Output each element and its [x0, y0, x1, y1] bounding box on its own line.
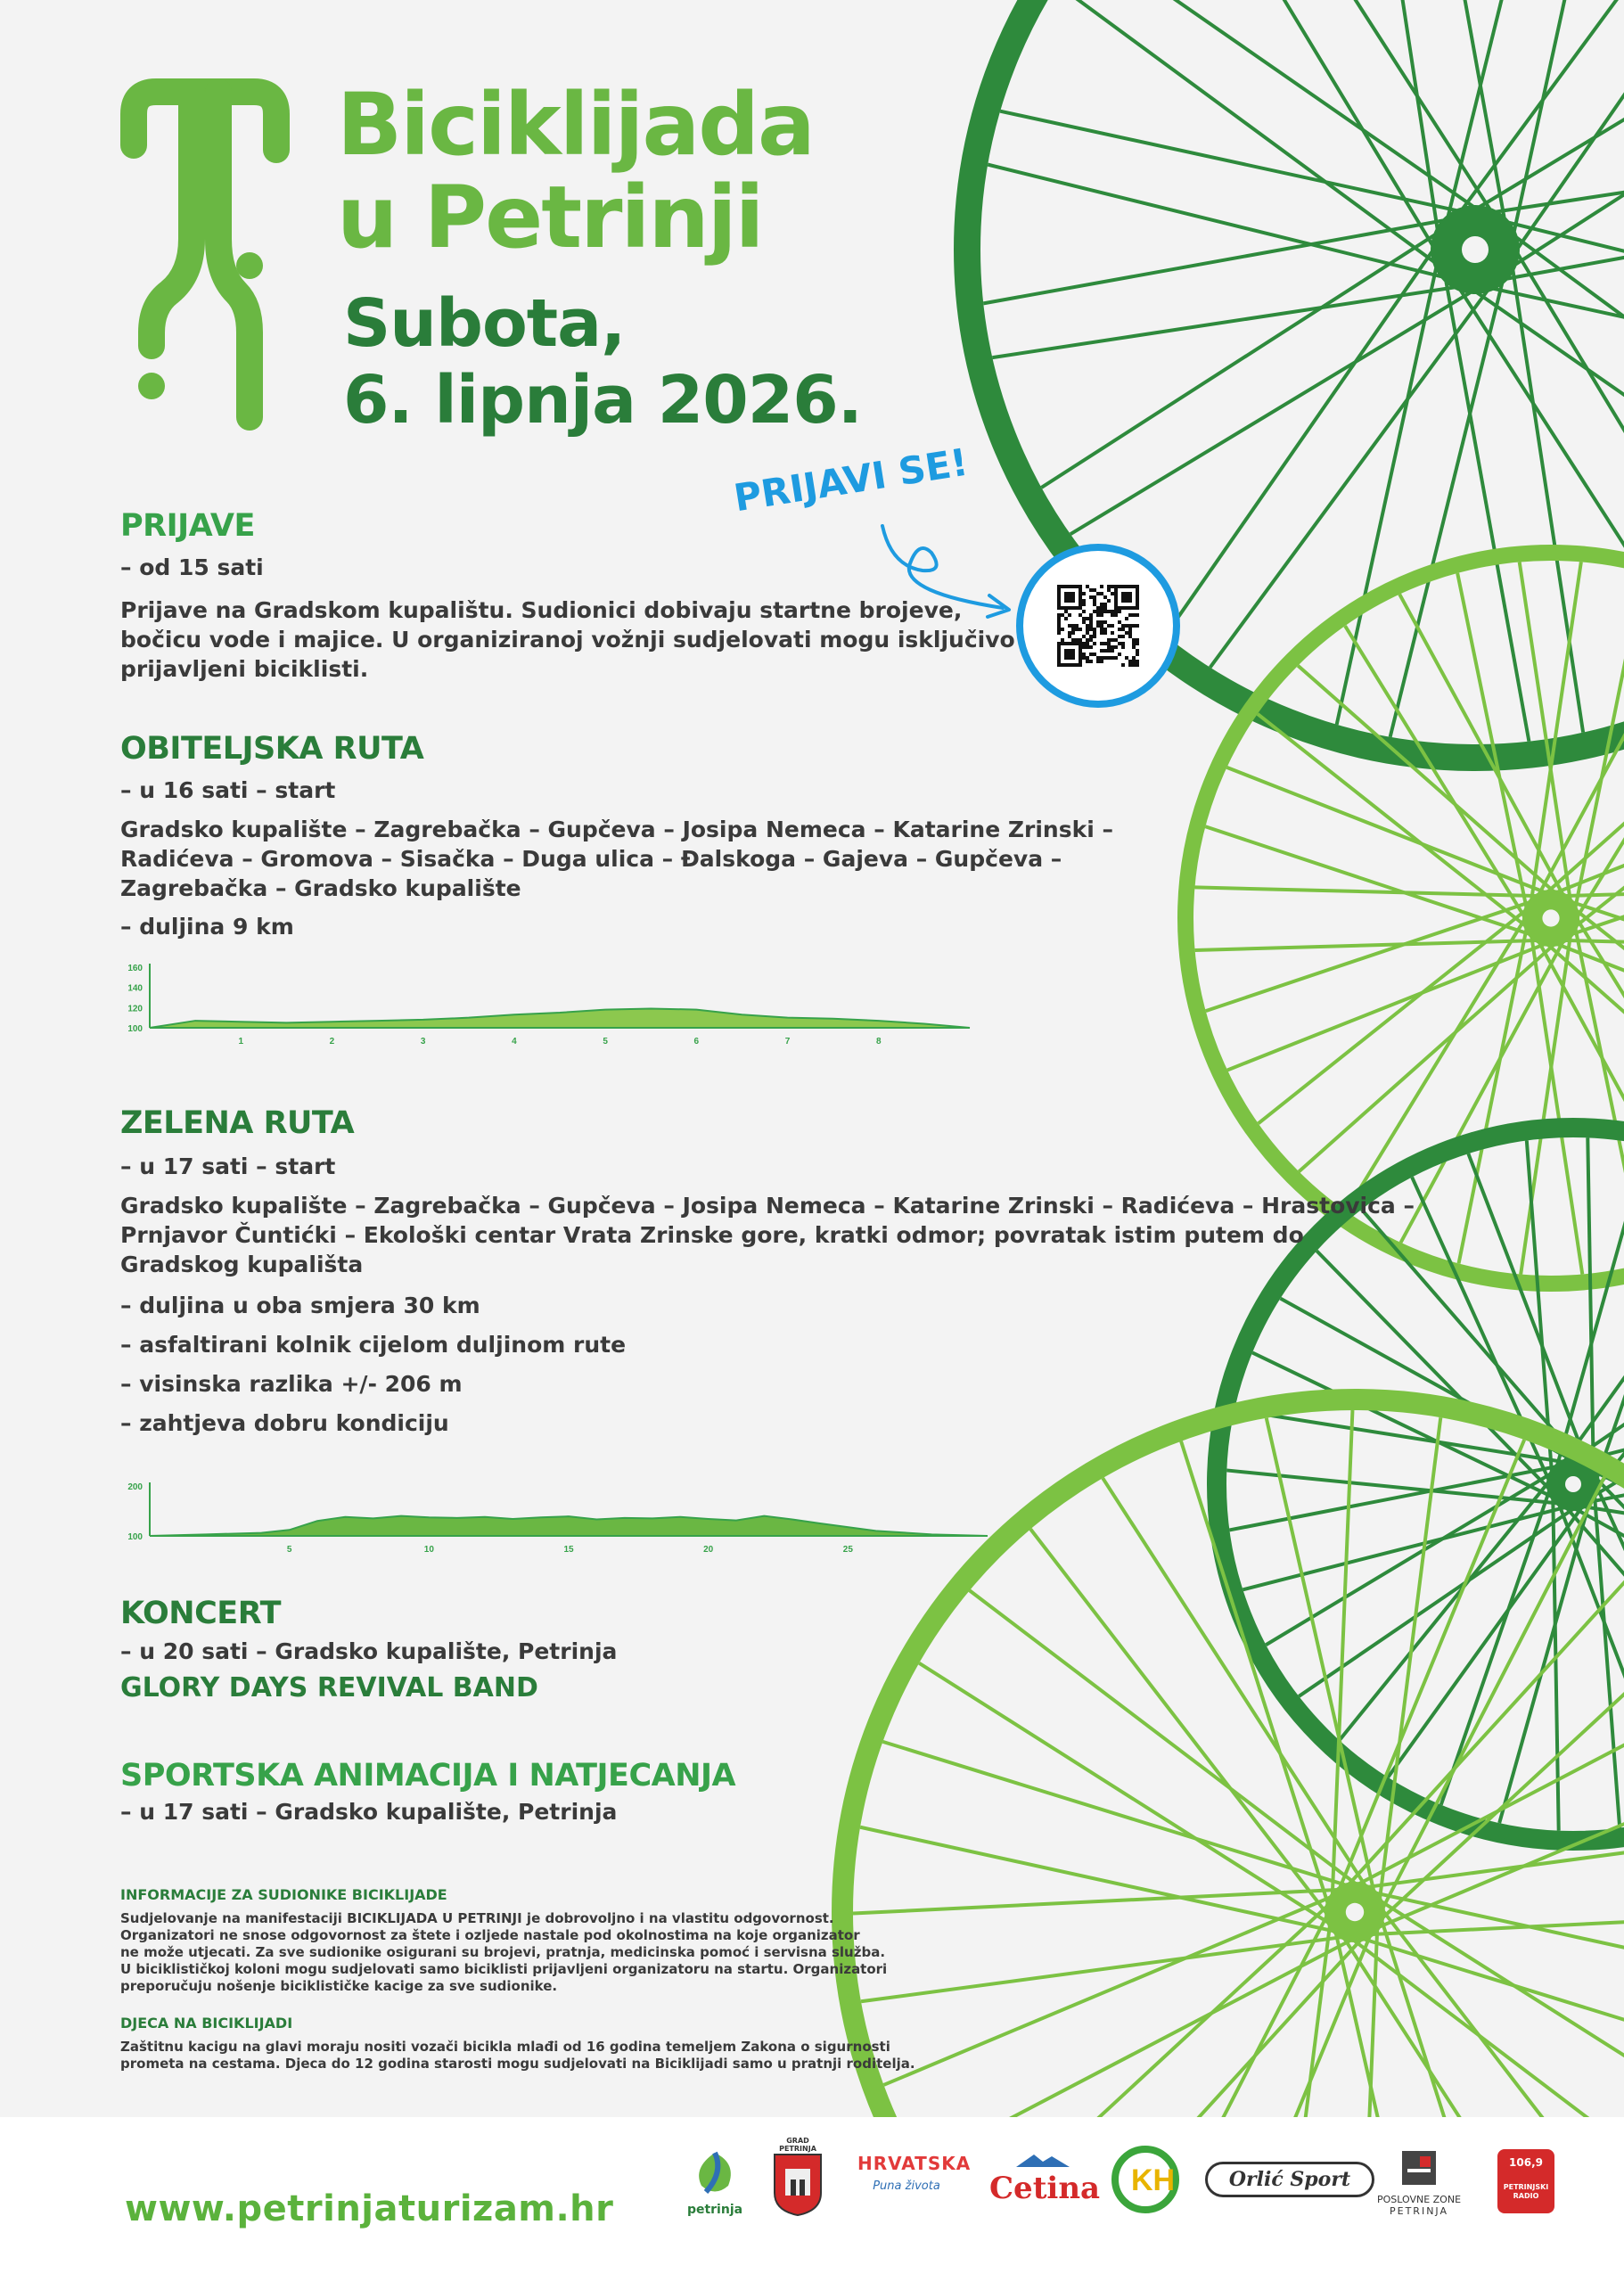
zelena-detail: – duljina u oba smjera 30 km — [120, 1293, 480, 1318]
y-tick-label: 140 — [127, 983, 143, 994]
koncert-band: GLORY DAYS REVIVAL BAND — [120, 1672, 538, 1703]
partner-logo-petrinja[interactable] — [679, 2146, 750, 2217]
x-tick-label: 2 — [329, 1037, 335, 1047]
y-tick-label: 100 — [127, 1024, 143, 1034]
wheel-spoke — [1205, 826, 1538, 937]
wheel-spoke — [853, 1889, 1347, 1913]
wheel-spoke — [983, 218, 1459, 303]
x-tick-label: 4 — [512, 1037, 517, 1047]
x-tick-label: 1 — [238, 1037, 244, 1047]
section-koncert — [120, 1596, 617, 1703]
radio-frequency: 106,9 — [1509, 2156, 1543, 2169]
zelena-detail: – zahtjeva dobru kondiciju — [120, 1410, 449, 1436]
wheel-spoke — [1345, 626, 1529, 924]
hrvatska-tagline: Puna života — [873, 2179, 940, 2193]
event-title — [337, 75, 814, 267]
wheel-spoke — [1194, 887, 1545, 896]
partner-logo-grad-petrinja[interactable] — [767, 2137, 829, 2220]
wheel-spoke — [1000, 111, 1472, 214]
info-line: preporučuju nošenje biciklističke kacige za sve sudionike. — [120, 1978, 558, 1994]
date-line-2: 6. lipnja 2026. — [343, 362, 862, 439]
koncert-time: – u 20 sati – Gradsko kupalište, Petrinja — [120, 1638, 618, 1664]
wheel-spoke — [919, 1663, 1336, 1928]
prijave-text-line: bočicu vode i majice. U organiziranoj vožnji sudjelovati mogu isključivo — [120, 627, 1015, 653]
obiteljska-route-line: Zagrebačka – Gradsko kupalište — [120, 875, 521, 901]
grad-petrinja-label: GRAD PETRINJA — [779, 2137, 816, 2153]
wheel-hub-center — [1542, 909, 1559, 926]
wheel-hub-center — [1462, 236, 1489, 263]
kh-logo-icon — [1110, 2144, 1190, 2215]
coat-of-arms-icon — [773, 2153, 823, 2217]
info-line: Sudjelovanje na manifestaciji BICIKLIJADA U PETRINJI je dobrovoljno i na vlastitu odgovornost. — [120, 1910, 834, 1926]
wheel-spoke — [1574, 920, 1624, 1263]
zelena-detail: – asfaltirani kolnik cijelom duljinom rute — [120, 1332, 627, 1358]
section-prijave — [120, 508, 1015, 684]
obiteljska-elevation-profile — [114, 958, 979, 1047]
zelena-detail: – visinska razlika +/- 206 m — [120, 1371, 463, 1397]
wheel-spoke — [1521, 928, 1571, 1275]
qr-code-registration[interactable] — [1016, 544, 1180, 708]
poslovne-line-2: PETRINJA — [1390, 2205, 1448, 2217]
wheel-spoke — [992, 285, 1470, 357]
sport-time: – u 17 sati – Gradsko kupalište, Petrinja — [120, 1799, 618, 1825]
wheel-hub-center — [1565, 1476, 1581, 1492]
wheel-spoke — [1530, 928, 1582, 1275]
wheel-spoke — [1337, 252, 1439, 725]
obiteljska-route-line: Gradsko kupalište – Zagrebačka – Gupčeva – Josipa Nemeca – Katarine Zrinski – — [120, 817, 1113, 842]
wheel-spoke — [1452, 276, 1624, 683]
prijave-time: – od 15 sati — [120, 554, 264, 580]
wheel-spoke — [1390, 267, 1506, 737]
wheel-spoke — [1332, 1410, 1352, 1904]
section-info — [120, 1886, 915, 2073]
elevation-area — [150, 1008, 970, 1028]
info-line: Organizatori ne snose odgovornost za štete i ozljede nastale pod okolnostima na koje organizator — [120, 1927, 860, 1943]
event-date — [343, 285, 862, 439]
wheel-spoke — [1259, 905, 1532, 1123]
wheel-spoke — [1443, 266, 1529, 742]
wheel-spoke — [1499, 1496, 1591, 1823]
partner-logo-petrinjski-radio[interactable] — [1497, 2149, 1554, 2213]
bicycle-handlebar-logo-icon — [116, 78, 294, 444]
koncert-heading: KONCERT — [120, 1596, 281, 1631]
zelena-route-line: Gradskog kupališta — [120, 1252, 364, 1277]
djeca-line: Zaštitnu kacigu na glavi moraju nositi vozači bicikla mlađi od 16 godina temeljem Zakona o sigurnosti — [120, 2039, 890, 2055]
y-tick-label: 100 — [127, 1532, 143, 1542]
section-zelena-ruta — [120, 1105, 1415, 1443]
wheel-spoke — [1103, 1478, 1370, 1893]
x-tick-label: 20 — [703, 1545, 714, 1555]
prijave-text-line: prijavljeni biciklisti. — [120, 656, 369, 682]
y-tick-label: 160 — [127, 964, 143, 973]
prijave-text-line: Prijave na Gradskom kupalištu. Sudionici dobivaju startne brojeve, — [120, 597, 963, 623]
info-line: U biciklističkoj koloni mogu sudjelovati samo biciklisti prijavljeni organizatoru na startu. Organizatori — [120, 1961, 888, 1977]
section-sportska-animacija — [120, 1758, 735, 1827]
wheel-spoke — [1030, 1529, 1332, 1920]
wheel-spoke — [1195, 940, 1546, 950]
poslovne-zone-icon — [1400, 2149, 1438, 2187]
wheel-spoke — [1089, 0, 1487, 216]
poslovne-line-1: POSLOVNE ZONE — [1376, 2194, 1462, 2205]
hrvatska-label: HRVATSKA — [857, 2153, 972, 2174]
petrinja-label: petrinja — [686, 2203, 743, 2217]
qr-code-icon — [1057, 585, 1139, 667]
x-tick-label: 25 — [842, 1545, 853, 1555]
wheel-spoke — [1594, 1489, 1620, 1827]
y-tick-label: 120 — [127, 1004, 143, 1014]
obiteljska-heading: OBITELJSKA RUTA — [120, 731, 424, 767]
wheel-spoke — [1191, 0, 1441, 259]
title-line-2: u Petrinji — [337, 168, 763, 267]
title-line-1: Biciklijada — [337, 75, 814, 175]
partner-logo-poslovne-zone[interactable] — [1374, 2149, 1464, 2217]
x-tick-label: 6 — [693, 1037, 700, 1047]
register-call-to-action: PRIJAVI SE! — [731, 439, 972, 521]
partner-logo-hrvatska[interactable] — [857, 2153, 972, 2193]
sport-heading: SPORTSKA ANIMACIJA I NATJECANJA — [120, 1758, 736, 1794]
website-link[interactable]: www.petrinjaturizam.hr — [125, 2188, 614, 2229]
partner-logo-orlic-sport[interactable] — [1205, 2162, 1374, 2197]
cetina-label: Cetina — [989, 2171, 1101, 2206]
kh-label: KH — [1131, 2163, 1176, 2197]
footer — [0, 2117, 1624, 2282]
obiteljska-length: – duljina 9 km — [120, 914, 294, 940]
wheel-spoke — [1206, 899, 1538, 1011]
zelena-elevation-profile — [114, 1475, 997, 1556]
zelena-heading: ZELENA RUTA — [120, 1105, 355, 1141]
info-heading: INFORMACIJE ZA SUDIONIKE BICIKLIJADE — [120, 1886, 447, 1903]
x-tick-label: 15 — [563, 1545, 574, 1555]
date-line-1: Subota, — [343, 285, 626, 362]
x-tick-label: 5 — [603, 1037, 608, 1047]
x-tick-label: 3 — [420, 1037, 426, 1047]
wheel-spoke — [1466, 0, 1624, 215]
wheel-spoke — [1041, 226, 1448, 488]
info-line: ne može utjecati. Za sve sudionike osigurani su brojevi, pratnja, medicinska pomoć i servisna služba. — [120, 1944, 886, 1960]
petrinja-leaf-icon — [688, 2146, 742, 2199]
prijave-heading: PRIJAVE — [120, 508, 255, 544]
zelena-route-line: Gradsko kupalište – Zagrebačka – Gupčeva – Josipa Nemeca – Katarine Zrinski – Radićeva – Hrastovica – — [120, 1193, 1415, 1219]
obiteljska-route-line: Radićeva – Gromova – Sisačka – Duga ulica – Đalskoga – Gajeva – Gupčeva – — [120, 846, 1062, 872]
wheel-spoke — [988, 165, 1457, 281]
wheel-spoke — [1070, 284, 1484, 535]
x-tick-label: 10 — [423, 1545, 434, 1555]
djeca-heading: DJECA NA BICIKLIJADI — [120, 2015, 293, 2032]
x-tick-label: 8 — [875, 1037, 882, 1047]
wheel-spoke — [970, 1590, 1363, 1889]
wheel-spoke — [1511, 254, 1583, 732]
y-tick-label: 200 — [127, 1482, 143, 1492]
x-tick-label: 7 — [784, 1037, 791, 1047]
zelena-route-line: Prnjavor Čuntićki – Ekološki centar Vrata Zrinske gore, kratki odmor; povratak istim putem do — [120, 1222, 1304, 1248]
orlic-label: Orlić Sport — [1228, 2168, 1351, 2191]
section-obiteljska-ruta — [120, 731, 1113, 942]
zelena-time: – u 17 sati – start — [120, 1153, 336, 1179]
partner-logo-cetina[interactable] — [989, 2153, 1101, 2206]
x-tick-label: 5 — [286, 1545, 292, 1555]
obiteljska-time: – u 16 sati – start — [120, 777, 336, 803]
mountain-icon — [1016, 2153, 1070, 2167]
elevation-area — [150, 1516, 988, 1536]
wheel-spoke — [1502, 12, 1624, 273]
partner-logo-kh[interactable] — [1110, 2144, 1190, 2219]
radio-name: PETRINJSKI RADIO — [1503, 2183, 1549, 2200]
wheel-spoke — [1237, 0, 1498, 223]
wheel-spoke — [1340, 1476, 1554, 1740]
wheel-hub-center — [1346, 1903, 1364, 1921]
wheel-spoke — [1504, 228, 1624, 515]
djeca-line: prometa na cestama. Djeca do 12 godina starosti mogu sudjelovati na Biciklijadi samo u pratnji roditelja. — [120, 2056, 915, 2072]
